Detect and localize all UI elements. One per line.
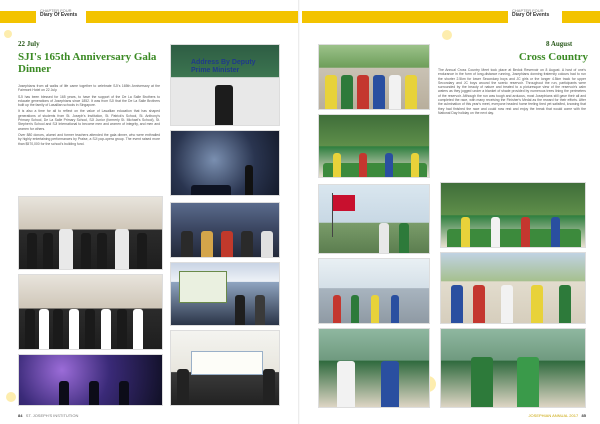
right-header-bar xyxy=(302,11,508,23)
left-event-headline: SJI's 165th Anniversary Gala Dinner xyxy=(18,51,157,75)
left-chapter-title: Diary Of Events xyxy=(40,12,78,18)
photo-starting-line xyxy=(318,114,430,178)
photo-runners-close xyxy=(440,252,586,324)
photo-cheque-presentation xyxy=(170,330,280,406)
decor-dot xyxy=(6,392,16,402)
left-paragraph: It is also a time for all to reflect on the value of Lasallian education that has shaped generations of students from St. Joseph's Institution, St. Patrick's School, St. Anthony's Primary School, De La Salle Primary School, SJI Junior (formerly St. Michael's School), St. Stephen's School and SJI International to become men and women of integrity, and men and women for others. xyxy=(18,109,160,131)
photo-road-runners xyxy=(318,258,430,324)
photo-flag-start xyxy=(318,184,430,254)
left-page-number: 84 xyxy=(18,413,23,418)
photo-guests-table xyxy=(170,202,280,258)
left-header-bar-right xyxy=(86,11,298,23)
right-event-date: 8 August xyxy=(546,40,573,48)
photo-finish-handshake xyxy=(318,328,430,408)
photo-students-row xyxy=(18,274,163,350)
right-running-header xyxy=(512,8,549,18)
left-folio-label: ST. JOSEPH'S INSTITUTION xyxy=(25,413,79,418)
photo-runners-start xyxy=(318,44,430,110)
photo-podium-address xyxy=(170,44,280,126)
right-chapter-label: CHAPTER FOUR xyxy=(512,8,544,13)
left-chapter-label: CHAPTER FOUR xyxy=(40,8,72,13)
left-article-body xyxy=(18,84,160,148)
left-paragraph: Over 880 donors, alumni and former teachers attended the gala dinner, who were enthralled by highly entertaining performances by Praise, a SJI pop-opera group. The event raised more than $570,000 for the school's building fund. xyxy=(18,132,160,146)
left-folio xyxy=(18,413,78,418)
photo-stage-lights xyxy=(18,354,163,406)
photo-presentation-hall xyxy=(170,262,280,326)
left-paragraph: Josephians from all walks of life came together to celebrate SJI's 165th Anniversary at the Fairmont Hotel on 22 July. xyxy=(18,84,160,93)
left-running-header xyxy=(40,8,77,18)
right-paragraph: The Annual Cross Country Meet took place at Bedok Reservoir on 8 August. A host of one's endurance in the form of long-distance running, Josephians donning fraternity colours had to run the shorter 2.5km for lower Secondary boys and JC girls or the longer 4.5km track for upper Secondary and JC boys around the scenic reservoir. Throughout the run, participants were surrounded by the beauty of nature and treated to a picturesque view of the reservoir's calm waters as they jogged under a blanket of shade provided by numerous trees lining the perimeters of the reservoir. Although the run was tough and arduous, most Josephians still gave their all and completed the race, with many receiving the Finisher's Medal as the reward for their efforts. After the culmination of this year's meet, everyone headed home feeling tired yet satisfied, knowing that they had finished the race and could now rest and enjoy the break that would come with the National Day holiday on the next day. xyxy=(438,68,586,115)
photo-stage-performance xyxy=(170,130,280,196)
right-chapter-title: Diary Of Events xyxy=(512,12,550,18)
right-event-headline: Cross Country xyxy=(518,51,588,63)
right-article-body xyxy=(438,68,586,117)
left-paragraph: SJI has been blessed for 165 years, to have the support of the De La Salle Brothers to educate generations of Josephians since 1852. It was from SJI that the De La Salle Brothers built up the family of Lasallian schools in Singapore. xyxy=(18,94,160,108)
decor-dot xyxy=(442,30,452,40)
right-folio-label: JOSEPHIAN ANNUAL 2017 xyxy=(528,413,579,418)
decor-dot xyxy=(4,30,12,38)
podium-caption: Address By Deputy Prime Minister xyxy=(191,59,256,74)
photo-runners-crowd xyxy=(440,182,586,248)
photo-choir-group xyxy=(18,196,163,270)
right-header-bar-end xyxy=(562,11,600,23)
photo-medal-finishers xyxy=(440,328,586,408)
right-folio xyxy=(529,413,586,418)
left-event-date: 22 July xyxy=(18,40,40,48)
right-page-number: 85 xyxy=(581,413,586,418)
left-header-bar xyxy=(0,11,36,23)
right-page xyxy=(300,0,600,424)
